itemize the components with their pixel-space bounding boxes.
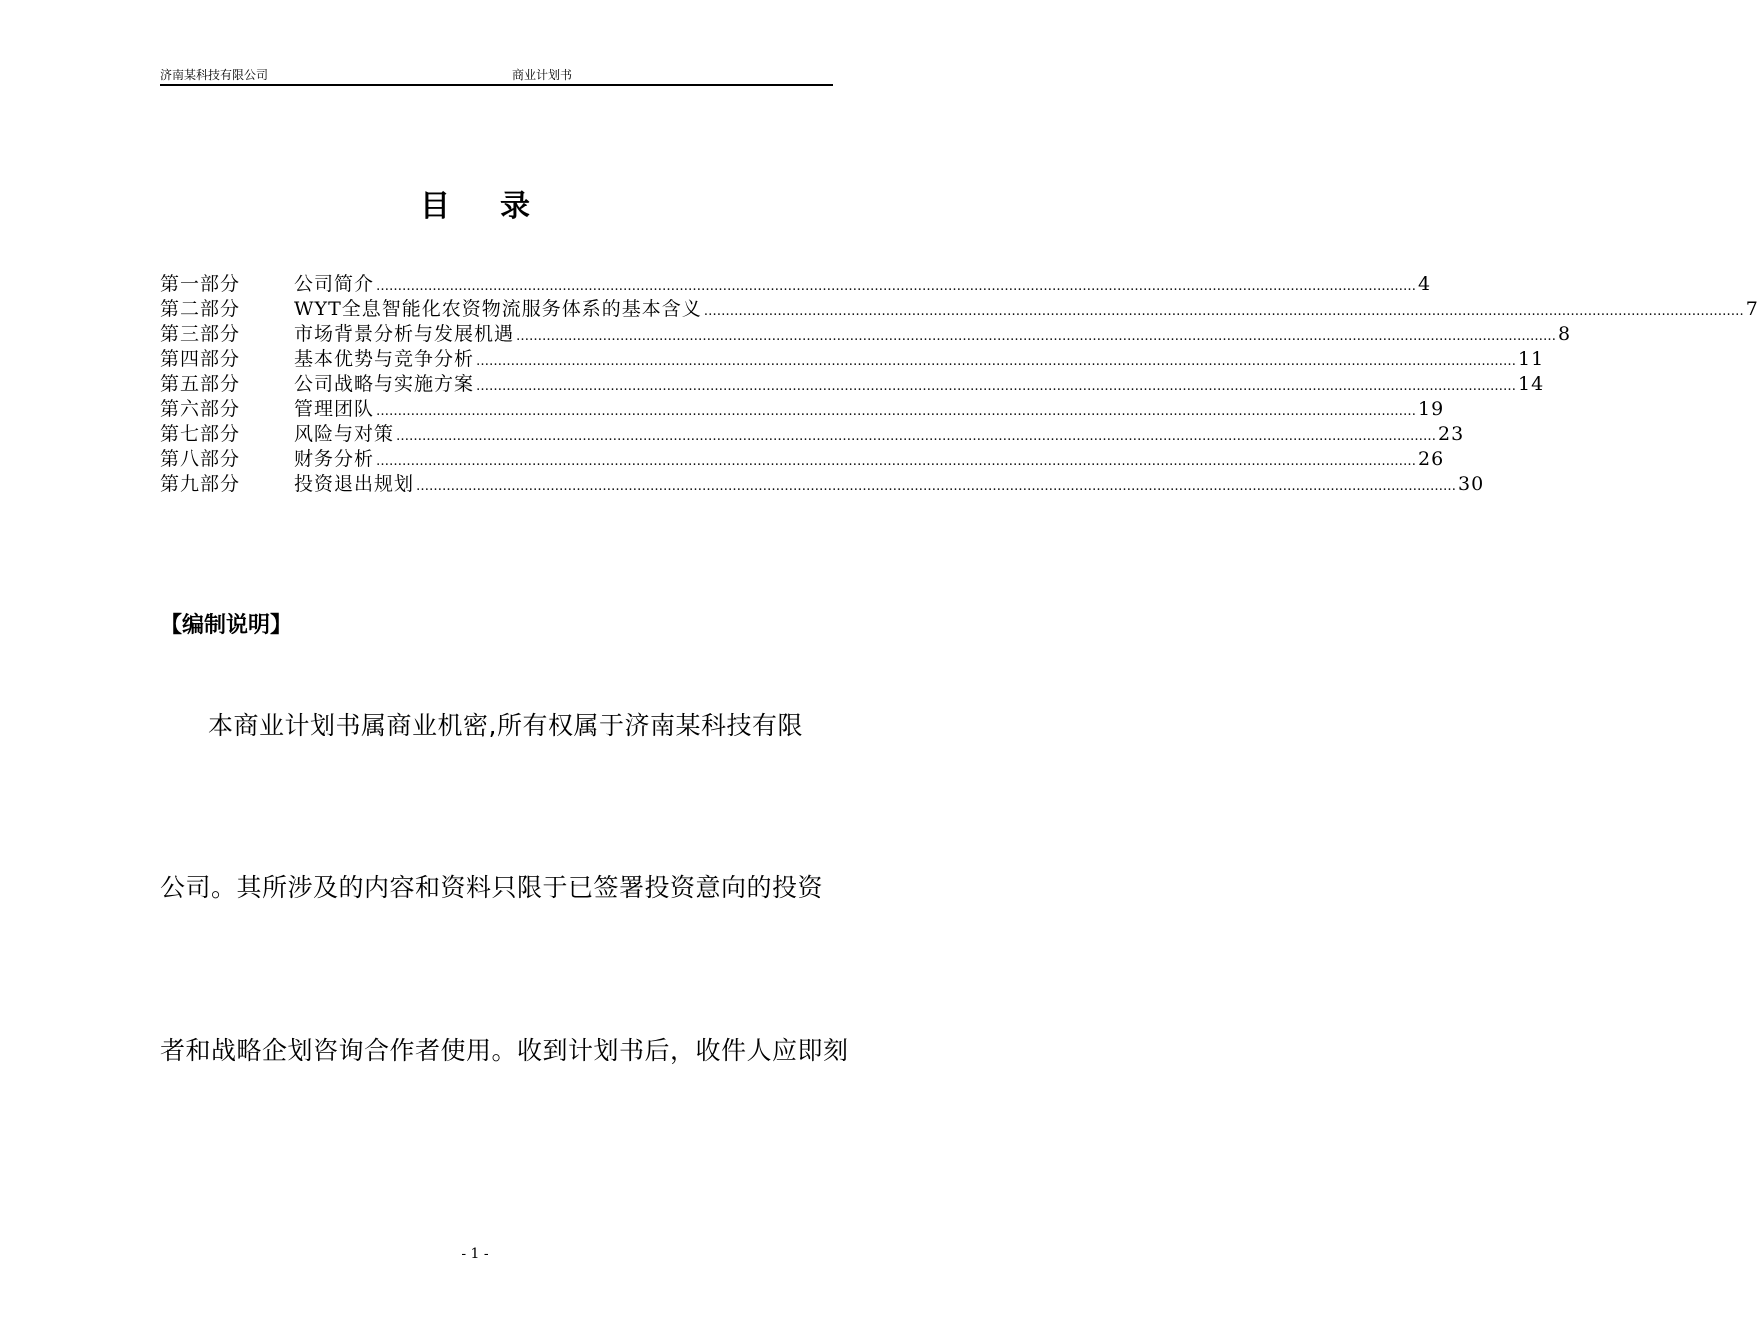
toc-leader: ……………………………………………………………………………………………………………………………………………………………………………………………………………………: [396, 429, 1437, 444]
toc-part: 第四部分: [160, 348, 241, 370]
toc-page: 7: [1745, 298, 1759, 320]
toc-leader: ……………………………………………………………………………………………………………………………………………………………………………………………………………………: [416, 479, 1457, 494]
toc-page: 23: [1438, 423, 1465, 445]
page-header: [160, 68, 833, 86]
toc-name: 基本优势与竞争分析: [294, 348, 475, 370]
toc-entry[interactable]: [160, 322, 1572, 347]
note-paragraph-line: 者和战略企划咨询合作者使用。收到计划书后，收件人应即刻: [160, 1036, 849, 1065]
toc-part: 第八部分: [160, 448, 241, 470]
toc-name: 市场背景分析与发展机遇: [294, 323, 515, 345]
toc-part: 第二部分: [160, 298, 241, 320]
toc-part: 第六部分: [160, 398, 241, 420]
toc-entry[interactable]: [160, 472, 1485, 497]
page-number: - 1 -: [461, 1246, 489, 1262]
toc-page: 11: [1518, 348, 1545, 370]
toc-leader: ……………………………………………………………………………………………………………………………………………………………………………………………………………………: [376, 279, 1417, 294]
toc-entry[interactable]: [160, 272, 1432, 297]
toc-name: 财务分析: [294, 448, 375, 470]
toc-entry[interactable]: [160, 347, 1545, 372]
toc-part: 第五部分: [160, 373, 241, 395]
toc-part: 第三部分: [160, 323, 241, 345]
toc-leader: ……………………………………………………………………………………………………………………………………………………………………………………………………………………: [376, 454, 1417, 469]
toc-name: WYT全息智能化农资物流服务体系的基本含义: [294, 298, 702, 320]
toc-name: 管理团队: [294, 398, 375, 420]
toc-leader: ……………………………………………………………………………………………………………………………………………………………………………………………………………………: [376, 404, 1417, 419]
toc-leader: ……………………………………………………………………………………………………………………………………………………………………………………………………………………: [703, 304, 1744, 319]
toc-entry[interactable]: [160, 372, 1545, 397]
toc-entry[interactable]: [160, 447, 1445, 472]
toc-name: 公司简介: [294, 273, 375, 295]
toc-leader: ……………………………………………………………………………………………………………………………………………………………………………………………………………………: [476, 354, 1517, 369]
note-paragraph-line: 本商业计划书属商业机密,所有权属于济南某科技有限: [208, 711, 803, 740]
toc-page: 8: [1558, 323, 1572, 345]
table-of-contents: [160, 272, 1759, 497]
toc-title: 目录: [420, 189, 580, 224]
toc-entry[interactable]: [160, 397, 1445, 422]
toc-page: 14: [1518, 373, 1545, 395]
toc-page: 19: [1418, 398, 1445, 420]
toc-part: 第七部分: [160, 423, 241, 445]
toc-leader: ……………………………………………………………………………………………………………………………………………………………………………………………………………………: [476, 379, 1517, 394]
note-heading: 【编制说明】: [160, 613, 293, 638]
note-paragraph-line: 公司。其所涉及的内容和资料只限于已签署投资意向的投资: [160, 873, 824, 902]
toc-page: 26: [1418, 448, 1445, 470]
toc-leader: ……………………………………………………………………………………………………………………………………………………………………………………………………………………: [516, 329, 1557, 344]
header-company: 济南某科技有限公司: [160, 68, 269, 82]
toc-name: 公司战略与实施方案: [294, 373, 475, 395]
toc-entry[interactable]: [160, 422, 1465, 447]
toc-name: 风险与对策: [294, 423, 395, 445]
toc-page: 30: [1458, 473, 1485, 495]
toc-entry[interactable]: [160, 297, 1759, 322]
toc-name: 投资退出规划: [294, 473, 415, 495]
toc-page: 4: [1418, 273, 1432, 295]
header-doc-title: 商业计划书: [512, 68, 573, 82]
toc-part: 第九部分: [160, 473, 241, 495]
toc-part: 第一部分: [160, 273, 241, 295]
